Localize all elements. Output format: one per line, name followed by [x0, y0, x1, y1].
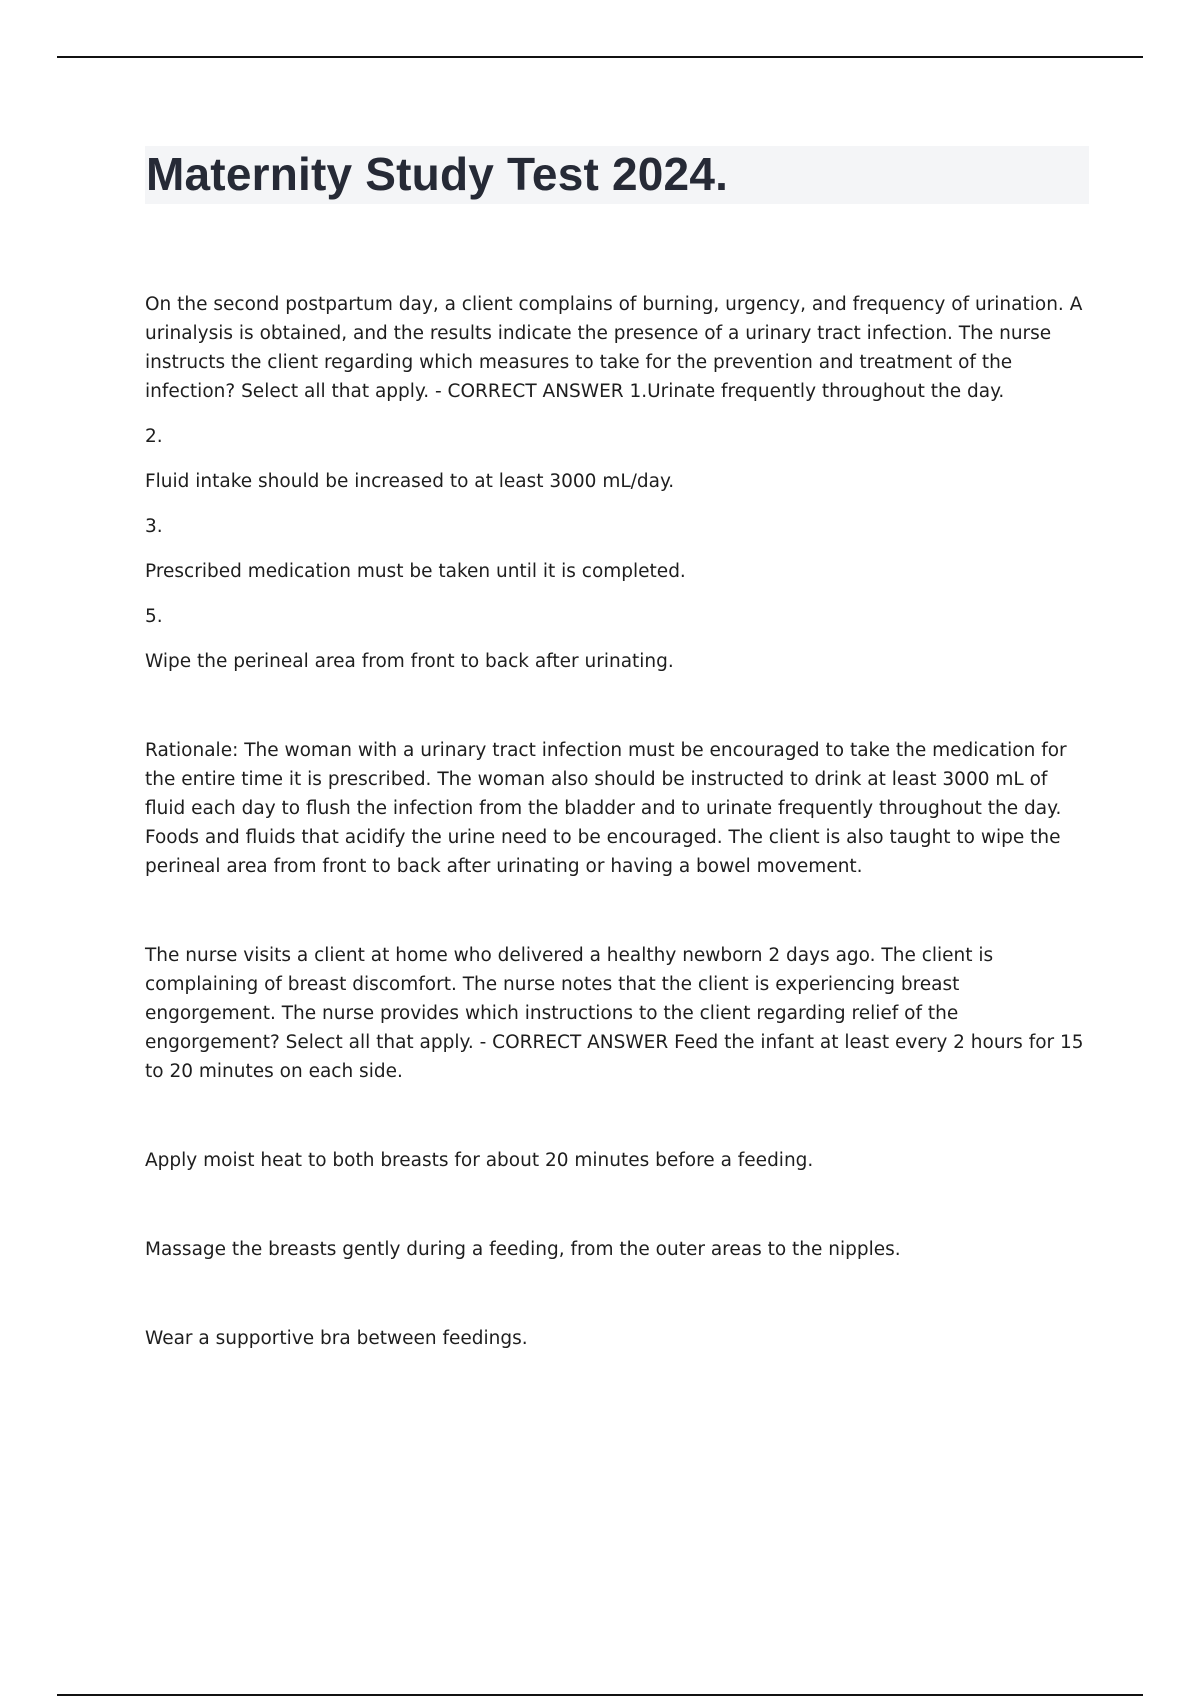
answer-number-2: 2. [145, 426, 163, 447]
answer-number-5: 5. [145, 606, 163, 627]
question-2: The nurse visits a client at home who delivered a healthy newborn 2 days ago. The client is complaining of breast discomfort. The nurse notes that the client is experiencing breast engorgement. The nurse provides which instructions to the client regarding relief of the engorgement? Select all that apply. - CORRECT ANSWER Feed the infant at least every 2 hours for 15 to 20 minutes on each side. [145, 945, 1084, 1082]
answer-5: Wipe the perineal area from front to back after urinating. [145, 651, 674, 672]
bottom-rule [57, 1694, 1143, 1696]
answer-3: Prescribed medication must be taken until it is completed. [145, 561, 686, 582]
document-body [145, 290, 1090, 1353]
question-1: On the second postpartum day, a client complains of burning, urgency, and frequency of urination. A urinalysis is obtained, and the results indicate the presence of a urinary tract infection. The nurse instructs the client regarding which measures to take for the prevention and treatment of the infection? Select all that apply. - CORRECT ANSWER 1.Urinate frequently throughout the day. [145, 294, 1083, 402]
answer-number-3: 3. [145, 516, 163, 537]
rationale-1: Rationale: The woman with a urinary tract infection must be encouraged to take the medication for the entire time it is prescribed. The woman also should be instructed to drink at least 3000 mL of fluid each day to flush the infection from the bladder and to urinate frequently throughout the day. Foods and fluids that acidify the urine need to be encouraged. The client is also taught to wipe the perineal area from front to back after urinating or having a bowel movement. [145, 740, 1067, 877]
answer-2c: Wear a supportive bra between feedings. [145, 1328, 528, 1349]
answer-2b: Massage the breasts gently during a feeding, from the outer areas to the nipples. [145, 1239, 901, 1260]
answer-2a: Apply moist heat to both breasts for about 20 minutes before a feeding. [145, 1150, 814, 1171]
document-title: Maternity Study Test 2024. [146, 148, 729, 200]
top-rule [57, 56, 1143, 58]
answer-2: Fluid intake should be increased to at least 3000 mL/day. [145, 471, 675, 492]
